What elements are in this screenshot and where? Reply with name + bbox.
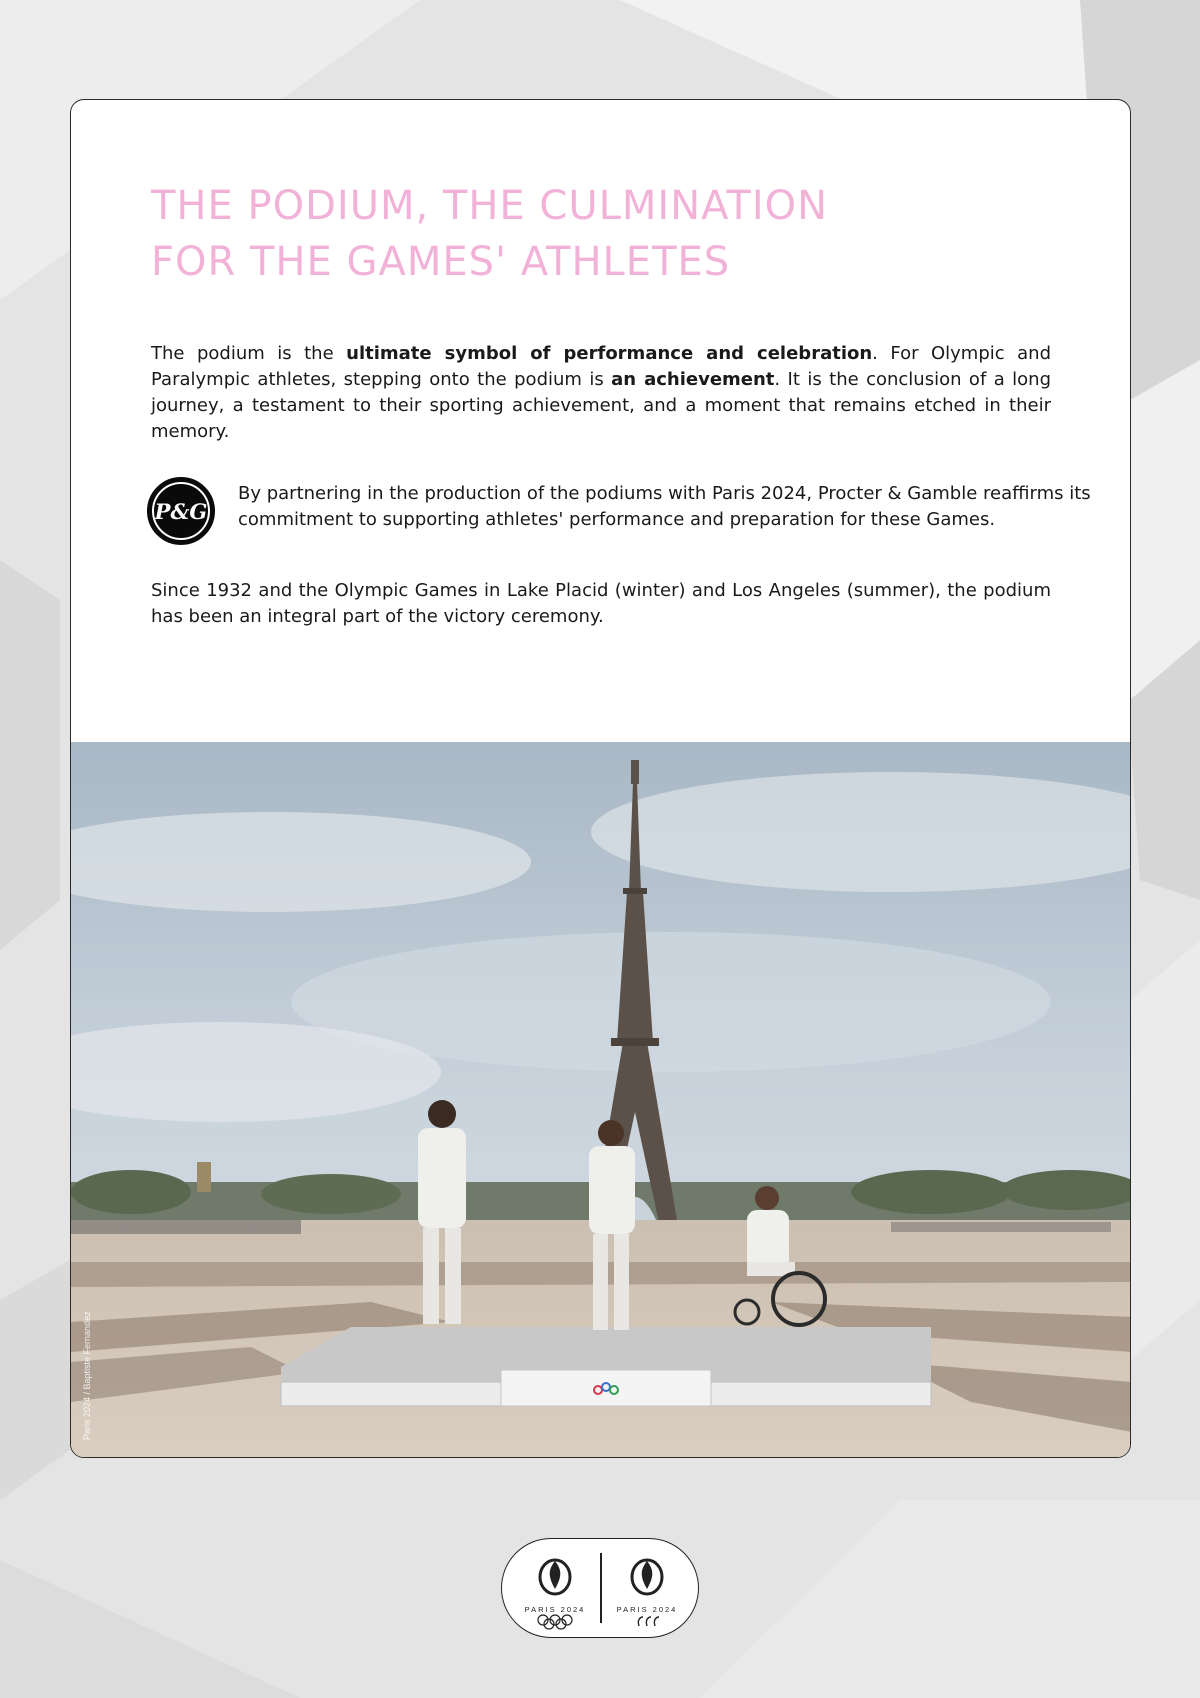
title-line-1: THE PODIUM, THE CULMINATION (151, 183, 829, 229)
history-paragraph: Since 1932 and the Olympic Games in Lake Placid (winter) and Los Angeles (summer), the podium has been an integral part of the victory ceremony. (151, 580, 1051, 627)
intro-paragraph (151, 341, 1051, 445)
paralympic-emblem (612, 1553, 682, 1635)
paralympic-label: PARIS 2024 (616, 1605, 678, 1614)
page-title (151, 178, 828, 290)
paris-2024-logo (501, 1538, 699, 1638)
flame-icon (625, 1553, 669, 1597)
partner-row (147, 475, 1127, 545)
pg-logo (147, 477, 215, 545)
partner-text: By partnering in the production of the podiums with Paris 2024, Procter & Gamble reaffirms its commitment to supporting athletes' performance and preparation for these Games. (238, 483, 1091, 530)
olympic-emblem (520, 1553, 590, 1635)
flame-icon (533, 1553, 577, 1597)
agitos-icon (627, 1614, 667, 1630)
intro-text-2: . For Olympic and Paralympic athletes, stepping onto the podium is (151, 343, 1052, 390)
title-line-2: FOR THE GAMES' ATHLETES (151, 239, 731, 285)
intro-bold-1: ultimate symbol of performance and celebration (346, 343, 873, 364)
olympic-label: PARIS 2024 (524, 1605, 586, 1614)
intro-text-1: The podium is the (151, 343, 347, 364)
podium-photo (71, 742, 1131, 1458)
pg-logo-text: P&G (154, 498, 208, 524)
photo-credit: Paris 2024 / Baptiste Fernandez (82, 1311, 92, 1440)
content-card (70, 99, 1131, 1458)
intro-text-3: . It is the conclusion of a long journey, a testament to their sporting achievement, and a moment that remains etched in their memory. (151, 369, 1051, 442)
intro-bold-2: an achievement (611, 369, 775, 390)
olympic-rings-icon (535, 1614, 575, 1630)
